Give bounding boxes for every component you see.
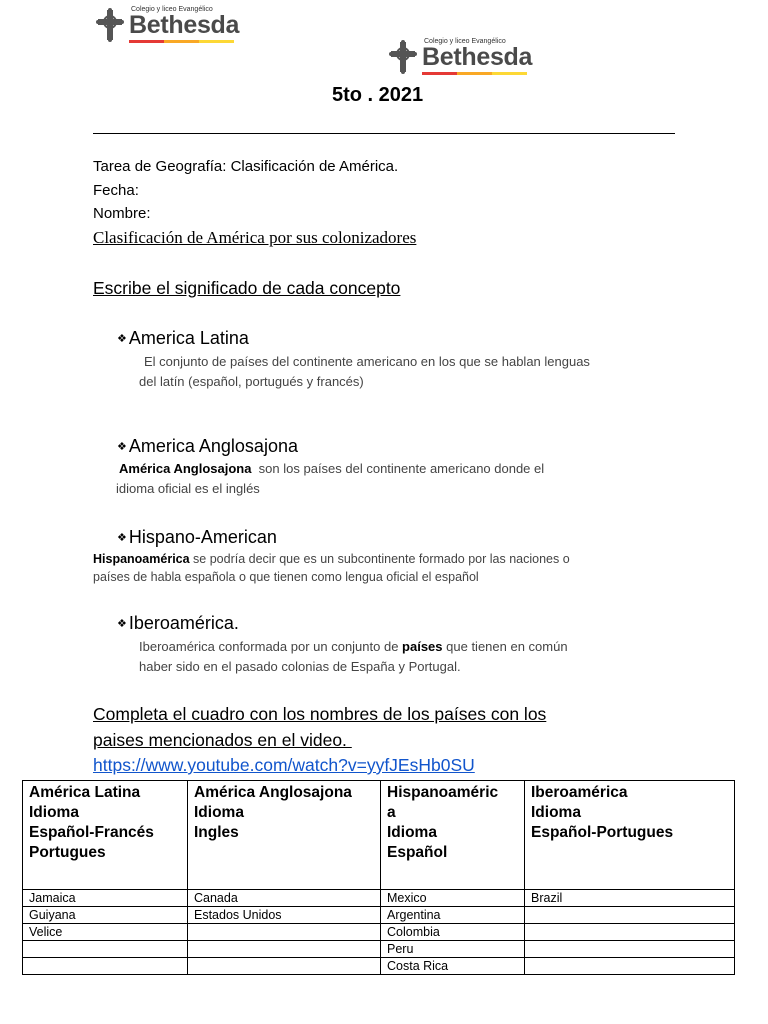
- desc-bold: América Anglosajona: [119, 461, 252, 476]
- header-line: Idioma: [29, 804, 79, 821]
- table-cell[interactable]: Costa Rica: [381, 958, 525, 975]
- task-title: Tarea de Geografía: Clasificación de América.: [93, 158, 399, 175]
- header-line: Idioma: [194, 804, 244, 821]
- logo-subtitle: Colegio y liceo Evangélico: [131, 6, 213, 13]
- complete-instruction-line2: paises mencionados en el video.: [93, 730, 352, 750]
- table-cell[interactable]: [188, 958, 381, 975]
- table-row: [23, 924, 735, 941]
- desc-line: son los países del continente americano donde el: [251, 461, 545, 476]
- concept-description: [116, 459, 544, 499]
- table-row: [23, 958, 735, 975]
- concept-description: [139, 637, 568, 677]
- school-logo: [95, 6, 239, 43]
- table-cell[interactable]: Colombia: [381, 924, 525, 941]
- header-line: Portugues: [29, 844, 106, 861]
- table-cell[interactable]: [188, 924, 381, 941]
- table-cell[interactable]: Brazil: [525, 890, 735, 907]
- header-america-anglosajona: [188, 781, 381, 890]
- diamond-bullet-icon: ❖: [117, 441, 127, 453]
- concept-description: [139, 352, 590, 392]
- header-hispanoamerica: [381, 781, 525, 890]
- desc-line: se podría decir que es un subcontinente formado por las naciones o: [189, 552, 570, 566]
- concept-title: [117, 436, 298, 457]
- desc-line: El conjunto de países del continente americano en los que se hablan lenguas: [144, 354, 590, 369]
- table-cell[interactable]: [525, 941, 735, 958]
- table-cell[interactable]: [525, 924, 735, 941]
- concept-title-text: Iberoamérica.: [128, 613, 239, 633]
- table-cell[interactable]: [23, 941, 188, 958]
- header-line: América Anglosajona: [194, 784, 352, 801]
- table-row: [23, 907, 735, 924]
- table-cell[interactable]: Estados Unidos: [188, 907, 381, 924]
- divider: [93, 133, 675, 134]
- video-link[interactable]: https://www.youtube.com/watch?v=yyfJEsHb0SU: [93, 755, 475, 775]
- table-row: [23, 941, 735, 958]
- school-logo-secondary: [388, 38, 532, 75]
- desc-line: que tienen en común: [442, 639, 568, 654]
- header-line: Español-Portugues: [531, 824, 674, 841]
- header-line: Iberoamérica: [531, 784, 628, 801]
- cross-emblem-icon: [95, 7, 125, 43]
- countries-table: [22, 780, 735, 975]
- desc-line: del latín (español, portugués y francés): [139, 374, 364, 389]
- cross-emblem-icon: [388, 39, 418, 75]
- concept-title-text: America Anglosajona: [128, 436, 298, 456]
- concept-title: [117, 328, 249, 349]
- table-cell[interactable]: Jamaica: [23, 890, 188, 907]
- diamond-bullet-icon: ❖: [117, 618, 127, 630]
- desc-bold: Hispanoamérica: [93, 552, 190, 566]
- complete-instruction-line1: Completa el cuadro con los nombres de los países con los: [93, 704, 547, 724]
- table-cell[interactable]: Peru: [381, 941, 525, 958]
- header-line: América Latina: [29, 784, 141, 801]
- header-line: Español: [387, 844, 448, 861]
- name-label: Nombre:: [93, 205, 151, 222]
- desc-line: Iberoamérica conformada por un conjunto de: [139, 639, 403, 654]
- table-cell[interactable]: Velice: [23, 924, 188, 941]
- concept-title-text: America Latina: [128, 328, 249, 348]
- table-cell[interactable]: Guiyana: [23, 907, 188, 924]
- topic-title: Clasificación de América por sus colonizadores: [93, 228, 417, 247]
- logo-subtitle: Colegio y liceo Evangélico: [424, 38, 506, 45]
- diamond-bullet-icon: ❖: [117, 333, 127, 345]
- desc-bold: países: [402, 639, 443, 654]
- concept-title-text: Hispano-American: [128, 527, 277, 547]
- desc-line: países de habla española o que tienen como lengua oficial el español: [93, 570, 479, 584]
- instruction-heading: Escribe el significado de cada concepto: [93, 278, 401, 298]
- grade-year: 5to . 2021: [332, 84, 424, 106]
- diamond-bullet-icon: ❖: [117, 532, 127, 544]
- header-line: Hispanoaméric: [387, 784, 499, 801]
- header-america-latina: [23, 781, 188, 890]
- table-row: [23, 890, 735, 907]
- table-header-row: [23, 781, 735, 890]
- desc-line: haber sido en el pasado colonias de España y Portugal.: [139, 659, 461, 674]
- logo-name: Bethesda: [129, 11, 240, 39]
- table-cell[interactable]: Mexico: [381, 890, 525, 907]
- table-cell[interactable]: Argentina: [381, 907, 525, 924]
- logo-color-bar: [129, 40, 239, 43]
- table-cell[interactable]: [525, 958, 735, 975]
- table-cell[interactable]: [188, 941, 381, 958]
- date-label: Fecha:: [93, 182, 139, 199]
- desc-line: idioma oficial es el inglés: [116, 481, 260, 496]
- header-line: Español-Francés: [29, 824, 154, 841]
- concept-title: [117, 613, 239, 634]
- table-cell[interactable]: [525, 907, 735, 924]
- header-line: Idioma: [387, 824, 437, 841]
- table-cell[interactable]: [23, 958, 188, 975]
- header-line: Ingles: [194, 824, 239, 841]
- header-line: Idioma: [531, 804, 581, 821]
- concept-title: [117, 527, 277, 548]
- header-line: a: [387, 804, 396, 821]
- table-cell[interactable]: Canada: [188, 890, 381, 907]
- concept-description: [93, 550, 570, 586]
- logo-name: Bethesda: [422, 43, 533, 71]
- header-iberoamerica: [525, 781, 735, 890]
- logo-color-bar: [422, 72, 532, 75]
